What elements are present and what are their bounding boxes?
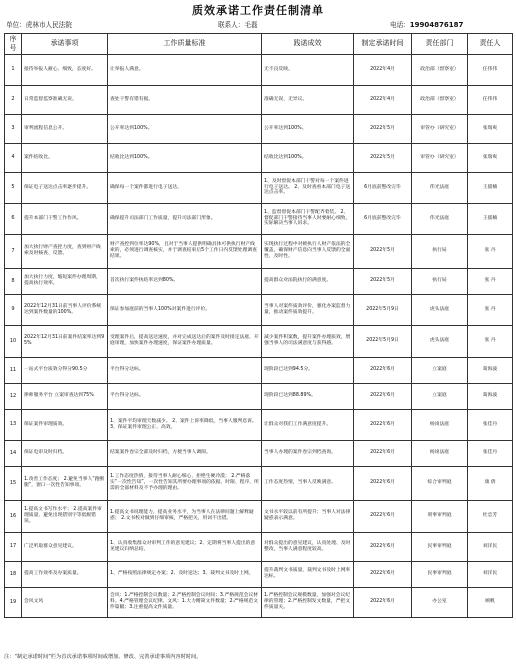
cell-item: 一站式平台质效分得分90.5分 [22,357,108,383]
cell-no: 15 [5,466,22,500]
cell-standard: 受理案件后，提高送达速度，并对完成送达后的案件及时排定法庭、开庭审理，加快案件办理速度，保证案件办理质量。 [108,325,262,357]
document-title: 质效承诺工作责任制清单 [192,4,324,17]
cell-person: 杜忠芳 [468,500,513,532]
cell-time: 2022年5月9日 [354,325,412,357]
table-row [5,234,513,268]
table-row [5,466,513,500]
cell-dept: 政治部（督察室） [412,85,468,114]
cell-standard: 1、认真收集群众对审判工作的意见建议；2、定期将当事人提出的意见建议归纳总结。 [108,532,262,561]
cell-dept: 立案庭 [412,357,468,383]
cell-no: 4 [5,143,22,172]
cell-person: 任伟伟 [468,85,513,114]
table-body [5,54,513,617]
cell-dept: 审管办（研究室） [412,114,468,143]
cell-dept: 虎头法庭 [412,294,468,325]
cell-standard: 首次执行案件执结率达到80%。 [108,268,262,294]
header-info [4,17,512,31]
cell-person: 张 丹 [468,234,513,268]
cell-result: 公开率达到100%。 [262,114,354,143]
cell-standard: 会风：1.严格控制会议数量；2.严格控制会议时间；3.严格规范会议材料。4.严格管理会议纪律。文风：1.大力精简文件数量；2.严格规范文件篇幅；3.注重提高文件质量。 [108,587,262,617]
table-header-row [5,34,513,55]
table-row [5,440,513,466]
cell-standard: 查处干警有错有据。 [108,85,262,114]
cell-result: 1、监督督促本部门干警配齐着装。 2、督促部门干警接待当事人时要耐心细致，实际解决当事人诉求。 [262,203,354,234]
cell-standard: 1、严格按照法律规定办案；2、及时送达；3、裁判文书及时上网。 [108,561,262,587]
cell-item: 案件结收比。 [22,143,108,172]
footnote: 注：“制定承诺时间”栏为首次承诺事项时间或增加、修改、完善承诺事项内容时时间。 [4,654,202,660]
cell-dept: 办公室 [412,587,468,617]
cell-time: 2022年6月 [354,383,412,409]
cell-no: 8 [5,268,22,294]
cell-dept: 执行局 [412,268,468,294]
cell-dept: 伟光法庭 [412,203,468,234]
cell-standard: 确保每一个案件都进行电子送达。 [108,172,262,203]
cell-result: 文书水平较以前有所提升；当事人对法律疑惑表示满意。 [262,500,354,532]
cell-item: 加大执行力度，缩短案件办理周期，提高执行效率。 [22,268,108,294]
table-row [5,54,513,85]
cell-no: 10 [5,325,22,357]
cell-dept: 杨岗法庭 [412,409,468,440]
phone-label: 电话： [390,21,410,29]
cell-person: 张 丹 [468,325,513,357]
cell-result: 对群众提出的意见建议，认真处理、及时整改，当事人满意程度较高。 [262,532,354,561]
cell-item: 审判流程信息公开。 [22,114,108,143]
cell-item: 2022年12月31日前案件结案率达到95% [22,325,108,357]
cell-time: 6月底前整改完毕 [354,172,412,203]
cell-dept: 伟光法庭 [412,172,468,203]
cell-standard: 确保提升司法部门工作质量，提升司法部门形象。 [108,203,262,234]
cell-person: 王擂楠 [468,172,513,203]
cell-dept: 审管办（研究室） [412,143,468,172]
cell-time: 2022年6月 [354,440,412,466]
cell-item: 1.改善工作态度； 2.避免当事人“跑断腿”，窗口一次性告知事项。 [22,466,108,500]
cell-standard: 财产查控到位率达90%，且对于当事人提供明确具体可供执行财产线索的，必须进行调查核实，并于调查结束后5个工作日内反馈处理调查结果。 [108,234,262,268]
responsibility-table [4,33,513,618]
cell-time: 2022年5月9日 [354,294,412,325]
cell-result: 当事人办理的案件卷宗到档查询。 [262,440,354,466]
phone-number: 19904876187 [409,21,464,29]
table-row [5,143,513,172]
cell-time: 2022年6月 [354,357,412,383]
cell-item: 加大执行财产查控力度，查到财产线索及时核查、反馈。 [22,234,108,268]
cell-result: 1、及时督促本部门干警对每一个案件进行电子送达。 2、及时查看本部门电子送达点击率。 [262,172,354,203]
cell-result: 让群众对我们工作满意度提升。 [262,409,354,440]
cell-result: 提高群众对法院执行的满意度。 [262,268,354,294]
cell-dept: 综合审判庭 [412,466,468,500]
cell-no: 12 [5,383,22,409]
cell-person: 张 丹 [468,268,513,294]
table-row [5,172,513,203]
header-dept: 责任部门 [412,34,468,55]
cell-dept: 民事审判庭 [412,532,468,561]
cell-time: 2022年6月 [354,532,412,561]
cell-result: 减少案件积案数，提升案件办理质效，增强当事人的司法满意度与获得感。 [262,325,354,357]
cell-person: 葛海波 [468,383,513,409]
cell-person: 张瑞爽 [468,143,513,172]
header-person: 责任人 [468,34,513,55]
cell-result: 1.严格控制会议规模数量，加强对会议纪律的管理；2.严格控制发文数量，严把文件质量关。 [262,587,354,617]
cell-person: 任伟伟 [468,54,513,85]
cell-standard: 公开率达到100%。 [108,114,262,143]
cell-time: 2022年4月 [354,54,412,85]
cell-no: 9 [5,294,22,325]
cell-no: 5 [5,172,22,203]
cell-standard: 让举报人满意。 [108,54,262,85]
header-result: 践诺成效 [262,34,354,55]
cell-result: 工作态度热情，当事人反映满意。 [262,466,354,500]
header-item: 承诺事项 [22,34,108,55]
cell-item: 律师服务平台 立案审查达到75% [22,383,108,409]
cell-no: 18 [5,561,22,587]
cell-item: 保证电子送达点击率逐步提升。 [22,172,108,203]
cell-item: 会风文风 [22,587,108,617]
cell-item: 提升本部门干警工作作风。 [22,203,108,234]
cell-time: 2022年5月 [354,268,412,294]
cell-person: 康 倩 [468,466,513,500]
table-row [5,500,513,532]
table-row [5,409,513,440]
cell-standard: 平台得分达标。 [108,357,262,383]
table-row [5,85,513,114]
table-row [5,532,513,561]
cell-item: 保证电审及时归档。 [22,440,108,466]
table-row [5,587,513,617]
cell-time: 2022年6月 [354,466,412,500]
cell-result: 准确无误，无异议。 [262,85,354,114]
cell-person: 王擂楠 [468,203,513,234]
cell-person: 张佳丹 [468,409,513,440]
cell-time: 2022年6月 [354,409,412,440]
cell-person: 顾帆 [468,587,513,617]
cell-result: 现阶段已达到88.89%。 [262,383,354,409]
cell-no: 14 [5,440,22,466]
cell-time: 2022年5月 [354,143,412,172]
phone-info [390,19,463,29]
cell-standard: 1.工作态度热情，接待当事人耐心细心，拒绝生硬冷漠； 2.严格落实“一次性告知”，一次性告知其所要办理事项的依据、时限、程序、所需的全部材料及不予办理的理由。 [108,466,262,500]
cell-no: 1 [5,54,22,85]
cell-person: 刘洋民 [468,532,513,561]
cell-dept: 立案庭 [412,383,468,409]
cell-dept: 执行局 [412,234,468,268]
cell-item: 日常监督监察准确无误。 [22,85,108,114]
cell-time: 6月底前整改完毕 [354,203,412,234]
cell-person: 张 丹 [468,294,513,325]
table-row [5,325,513,357]
cell-result: 现阶段已达到94.5分。 [262,357,354,383]
cell-no: 13 [5,409,22,440]
table-row [5,268,513,294]
cell-standard: 1.提高文书说理能力，提高业务水平，为当事人在法律问题上解释疑惑； 2.文书校对做到仔细审核，严格把关，用词不出错。 [108,500,262,532]
cell-item: 2022年12月31日前当事人评价系统达到案件数量的100%。 [22,294,108,325]
cell-no: 17 [5,532,22,561]
cell-no: 3 [5,114,22,143]
cell-time: 2022年4月 [354,85,412,114]
table-row [5,357,513,383]
cell-no: 2 [5,85,22,114]
header-no: 序号 [5,34,22,55]
cell-result: 结收比达到100%。 [262,143,354,172]
cell-standard: 保证参加庭前的当事人100%对案件进行评价。 [108,294,262,325]
cell-item: 1.提高文书写作水平； 2.提高案件审理质量，避免出现错别字等低级错误。 [22,500,108,532]
cell-person: 张瑞爽 [468,114,513,143]
cell-standard: 结收比达到100%。 [108,143,262,172]
cell-dept: 政治部（督察室） [412,54,468,85]
cell-time: 2022年5月 [354,234,412,268]
table-row [5,294,513,325]
cell-person: 刘洋民 [468,561,513,587]
cell-item: 接待举报人耐心、细致，态度好。 [22,54,108,85]
cell-item: 广泛听取群众意见建议。 [22,532,108,561]
cell-person: 张佳丹 [468,440,513,466]
contact-label: 联系人：毛磊 [218,21,258,29]
table-row [5,203,513,234]
unit-label: 单位：虎林市人民法院 [6,21,72,29]
cell-dept: 民事审判庭 [412,561,468,587]
cell-standard: 结案案件卷宗全部及时归档，方便当事人调阅。 [108,440,262,466]
cell-dept: 刑事审判庭 [412,500,468,532]
cell-no: 7 [5,234,22,268]
cell-dept: 虎头法庭 [412,325,468,357]
cell-result: 实现执行过程中对被执行人财产依法的全覆盖，确保财产信息向当事人反馈的全面性、及时性。 [262,234,354,268]
cell-person: 葛海波 [468,357,513,383]
table-row [5,383,513,409]
cell-no: 16 [5,500,22,532]
cell-dept: 杨岗法庭 [412,440,468,466]
cell-time: 2022年5月 [354,114,412,143]
table-row [5,114,513,143]
cell-result: 无不良反映。 [262,54,354,85]
cell-result: 当事人对案件质效评价，强化办案监督力量，推动案件质效提升。 [262,294,354,325]
cell-item: 提高工作效率及办案质量。 [22,561,108,587]
cell-standard: 平台得分达标。 [108,383,262,409]
cell-result: 提升裁判文书质量，裁判文书及时上网率达标。 [262,561,354,587]
cell-no: 6 [5,203,22,234]
header-time: 制定承诺时间 [354,34,412,55]
cell-time: 2022年6月 [354,561,412,587]
table-row [5,561,513,587]
cell-standard: 1、案件平均审理天数减少。 2、案件上诉率降低，当事人服判息诉。 3、保证案件审理公正、高效。 [108,409,262,440]
cell-item: 保证案件审理质效。 [22,409,108,440]
cell-no: 11 [5,357,22,383]
header-standard: 工作质量标准 [108,34,262,55]
cell-time: 2022年6月 [354,500,412,532]
cell-time: 2022年6月 [354,587,412,617]
cell-no: 19 [5,587,22,617]
